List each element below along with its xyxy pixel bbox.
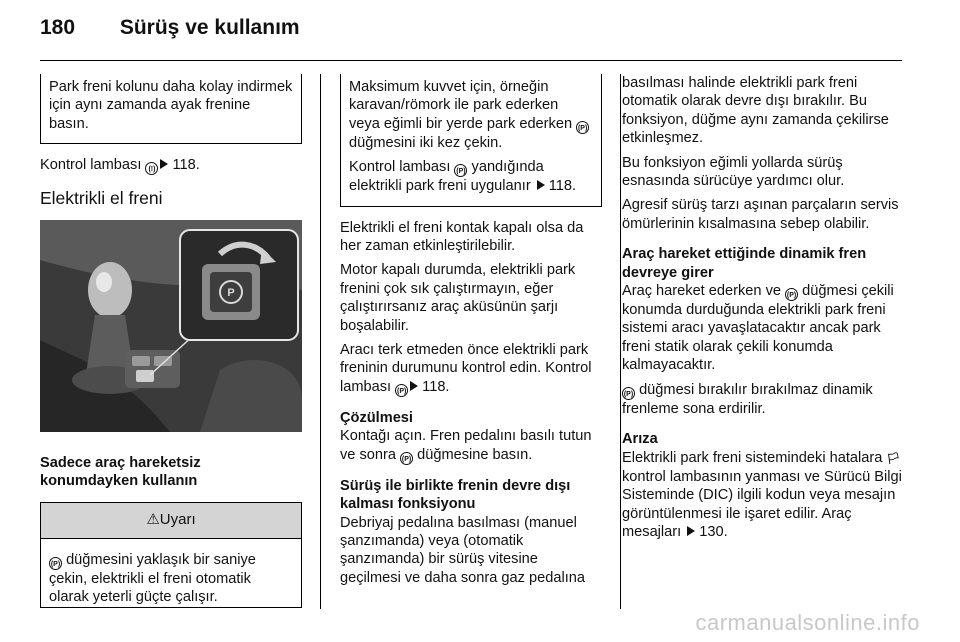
warning-header: ⚠Uyarı — [41, 503, 301, 538]
heading-fault: Arıza — [622, 431, 658, 448]
kontrol-line: Kontrol lambası (!) 118. — [40, 157, 200, 174]
para-dynamic-brake: Araç hareket ederken ve (P) düğmesi çekili konumda durduğunda elektrikli park freni sistemi aracı yavaşlatacaktır ancak park freni statik olarak çekili konumda kalmayacaktır. — [622, 283, 894, 374]
park-brake-icon: (P) — [400, 452, 413, 465]
para-check-status: Aracı terk etmeden önce elektrikli park freninin durumunu kontrol edin. Kontrol lambası (P) 118. — [340, 342, 592, 395]
park-brake-icon: (P) — [49, 557, 62, 570]
park-brake-icon: (P) — [785, 288, 798, 301]
column-3 — [622, 74, 904, 548]
para-slope-assist: Bu fonksiyon eğimli yollarda sürüş esnasında sürücüye yardımcı olur. — [622, 154, 845, 190]
para-aggressive: Agresif sürüş tarzı aşınan parçaların servis ömürlerinin kısalmasına sebep olabilir. — [622, 197, 899, 232]
warning-body: (P) düğmesini yaklaşık bir saniye çekin, elektrikli el freni otomatik olarak yeterli güçte çalışır. — [49, 551, 256, 606]
warning-icon: ⚠ — [146, 511, 160, 529]
parking-brake-illustration — [40, 220, 302, 432]
heading-drive-away: Sürüş ile birlikte frenin devre dışı kalması fonksiyonu — [340, 477, 571, 513]
note-text: Park freni kolunu daha kolay indirmek için aynı zamanda ayak frenine basın. — [49, 79, 293, 132]
header-rule — [40, 60, 902, 61]
park-brake-icon: (P) — [454, 164, 467, 177]
page-ref-icon — [537, 180, 545, 190]
heading-dynamic-brake: Araç hareket ettiğinde dinamik fren devreye girer — [622, 246, 867, 281]
page-ref-icon — [160, 159, 168, 169]
page-number: 180 — [40, 16, 76, 39]
para-ignition: Elektrikli el freni kontak kapalı olsa da her zaman etkinleştirilebilir. — [340, 219, 584, 255]
column-2 — [340, 74, 602, 593]
para-drive-away: Debriyaj pedalına basılması (manuel şanzımanda) veya (otomatik şanzımanda) bir sürüş vitesine geçilmesi ve daha sonra gaz pedalına — [340, 514, 586, 586]
para-fault: Elektrikli park freni sistemindeki hatalara 🏳 kontrol lambasının yanması ve Sürücü Bilgi Sisteminde (DIC) ilgili kodun veya mesajın görüntülenmesi ile işaret edilir. Araç mesajları 130. — [622, 449, 902, 541]
watermark: carmanualsonline.info — [695, 610, 920, 635]
column-divider-1 — [320, 74, 321, 609]
service-brake-icon: 🏳 — [886, 452, 901, 465]
page-title: Sürüş ve kullanım — [119, 16, 300, 39]
page-ref-icon — [410, 381, 418, 391]
heading-release: Çözülmesi — [340, 409, 413, 426]
page-ref-icon — [687, 526, 695, 536]
para-dynamic-end: (P) düğmesi bırakılır bırakılmaz dinamik frenleme sona erdirilir. — [622, 381, 873, 417]
warning-box — [40, 502, 302, 607]
park-brake-icon: (P) — [576, 121, 589, 134]
info-box — [340, 74, 602, 207]
para-engine-off: Motor kapalı durumda, elektrikli park frenini çok sık çalıştırmayın, eğer çalıştırırsanız araç aküsünün şarjı boşalabilir. — [340, 262, 576, 334]
para-release: Kontağı açın. Fren pedalını basılı tutun ve sonra (P) düğmesine basın. — [340, 428, 592, 463]
para-auto-release: basılması halinde elektrikli park freni otomatik olarak devre dışı bırakılır. Bu fonksiyon, düğme aynı zamanda çekilirse etkinleşmez. — [622, 75, 889, 147]
subhead-stationary: Sadece araç hareketsiz konumdayken kullanın — [40, 454, 201, 490]
info-box-p1: Maksimum kuvvet için, örneğin karavan/römork ile park ederken veya eğimli bir yerde park ederken (P) düğmesini iki kez çekin. — [349, 79, 588, 151]
page-header — [40, 16, 300, 40]
info-box-p2: Kontrol lambası (P) yandığında elektrikli park freni uygulanır 118. — [349, 159, 577, 195]
park-brake-icon: (P) — [622, 387, 635, 400]
note-box — [40, 74, 302, 144]
park-brake-icon: (P) — [395, 384, 408, 397]
svg-text:P: P — [227, 286, 235, 299]
brake-warning-icon: (!) — [145, 162, 158, 175]
column-1 — [40, 74, 302, 608]
section-title: Elektrikli el freni — [40, 188, 163, 209]
column-divider-2 — [620, 74, 621, 609]
